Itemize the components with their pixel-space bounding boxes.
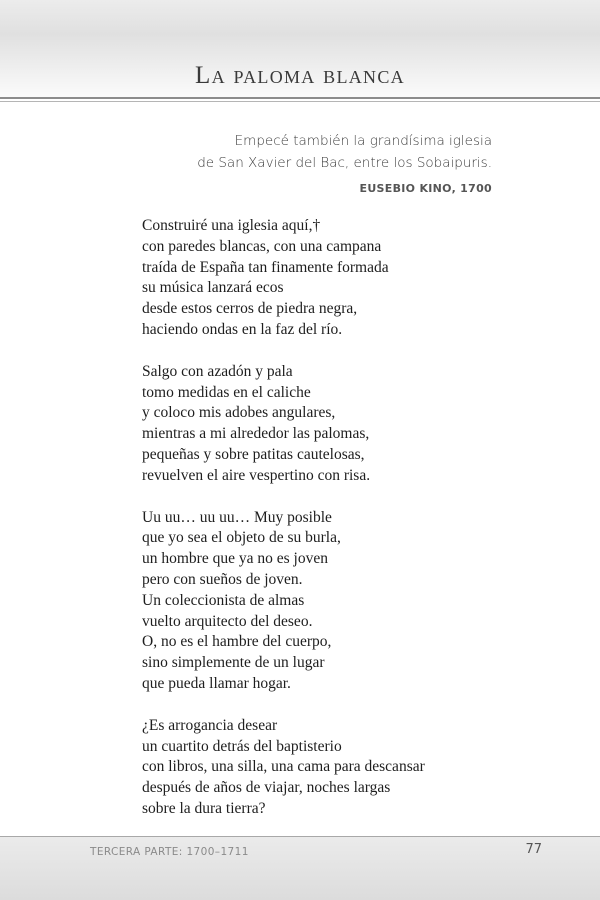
poem-line: Uu uu… uu uu… Muy posible	[142, 508, 332, 526]
running-footer-part: TERCERA PARTE: 1700–1711	[90, 846, 249, 858]
poem-line: ¿Es arrogancia desear	[142, 716, 278, 734]
footer-rule	[0, 836, 600, 837]
poem-line: haciendo ondas en la faz del río.	[142, 320, 343, 338]
stanza-3	[142, 508, 482, 695]
poem-line: sino simplemente de un lugar	[142, 654, 325, 672]
poem-line: su música lanzará ecos	[142, 279, 284, 297]
epigraph-line: de San Xavier del Bac, entre los Sobaipuris.	[197, 155, 492, 171]
poem-line: mientras a mi alrededor las palomas,	[142, 425, 370, 443]
poem-line: pequeñas y sobre patitas cautelosas,	[142, 445, 365, 463]
poem-line: revuelven el aire vespertino con risa.	[142, 466, 371, 484]
page-number: 77	[525, 842, 542, 857]
poem-line: pero con sueños de joven.	[142, 570, 303, 588]
poem-line: desde estos cerros de piedra negra,	[142, 300, 358, 318]
poem-line: con libros, una silla, una cama para descansar	[142, 758, 425, 776]
poem-line: después de años de viajar, noches largas	[142, 779, 391, 797]
poem-line: con paredes blancas, con una campana	[142, 237, 382, 255]
epigraph-attribution: EUSEBIO KINO, 1700	[359, 182, 492, 195]
poem-body	[142, 216, 482, 841]
stanza-4	[142, 716, 482, 820]
poem-line: O, no es el hambre del cuerpo,	[142, 633, 332, 651]
page-title: La paloma blanca	[195, 62, 405, 89]
poem-line: Un coleccionista de almas	[142, 591, 305, 609]
epigraph	[197, 130, 492, 200]
header-rule-thin	[0, 101, 600, 102]
stanza-2	[142, 362, 482, 487]
poem-line: que yo sea el objeto de su burla,	[142, 529, 341, 547]
poem-line: tomo medidas en el caliche	[142, 383, 311, 401]
header-rule	[0, 97, 600, 99]
poem-line: vuelto arquitecto del deseo.	[142, 612, 313, 630]
poem-line: Salgo con azadón y pala	[142, 362, 293, 380]
poem-line: traída de España tan finamente formada	[142, 258, 389, 276]
poem-line: un cuartito detrás del baptisterio	[142, 737, 342, 755]
poem-line: Construiré una iglesia aquí,†	[142, 217, 321, 234]
poem-line: y coloco mis adobes angulares,	[142, 404, 336, 422]
epigraph-line: Empecé también la grandísima iglesia	[234, 133, 492, 149]
poem-line: un hombre que ya no es joven	[142, 550, 328, 568]
poem-line: que pueda llamar hogar.	[142, 674, 291, 692]
stanza-1	[142, 216, 482, 341]
poem-line: sobre la dura tierra?	[142, 799, 266, 817]
